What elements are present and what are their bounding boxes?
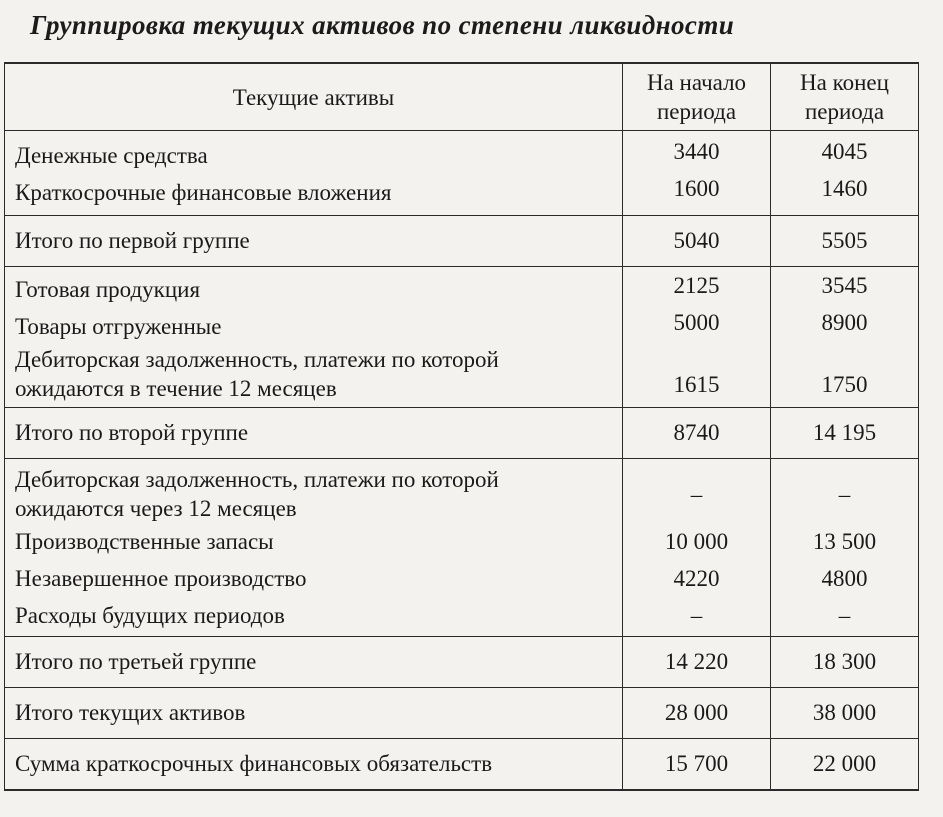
liabilities-start: 15 700 [623,739,771,791]
group-2-end [771,267,919,408]
row-value-start: – [690,603,703,628]
total-assets-name: Итого текущих активов [5,688,623,739]
row-value-start: 4220 [673,566,720,591]
table-row-short-term-liabilities [5,739,919,791]
row-name: Расходы будущих периодов [15,603,285,628]
total-2-end: 14 195 [771,408,919,459]
group-3-end [771,459,919,637]
row-name: Дебиторская задолженность, платежи по которой ожидаются через 12 месяцев [15,467,499,521]
row-value-start: – [690,481,703,507]
table-row-total-1 [5,216,919,267]
total-3-name: Итого по третьей группе [5,637,623,688]
header-period-start: На начало периода [623,63,771,131]
liabilities-end: 22 000 [771,739,919,791]
row-value-end: 3545 [821,273,868,298]
total-assets-end: 38 000 [771,688,919,739]
row-name: Товары отгруженные [15,314,222,339]
group-2-names [5,267,623,408]
table-row-group-3 [5,459,919,637]
row-value-end: – [838,481,851,507]
table-row-group-1 [5,131,919,216]
total-1-end: 5505 [771,216,919,267]
group-1-end [771,131,919,216]
table-title: Группировка текущих активов по степени ликвидности [30,10,735,40]
row-value-end: 4800 [821,566,868,591]
total-1-name: Итого по первой группе [5,216,623,267]
header-row [5,63,919,131]
row-value-end: 1460 [821,176,868,201]
row-value-end: 13 500 [812,529,877,554]
row-value-start: 1600 [673,176,720,201]
row-value-end: 4045 [821,139,868,164]
total-3-start: 14 220 [623,637,771,688]
table-row-group-2 [5,267,919,408]
table-row-total-2 [5,408,919,459]
group-3-names [5,459,623,637]
row-name: Краткосрочные финансовые вложения [15,180,392,205]
row-value-end: – [838,603,851,628]
total-2-name: Итого по второй группе [5,408,623,459]
liquidity-table [4,62,919,791]
row-value-start: 10 000 [664,529,729,554]
table-row-total-3 [5,637,919,688]
group-2-start [623,267,771,408]
liabilities-name: Сумма краткосрочных финансовых обязательств [5,739,623,791]
group-3-start [623,459,771,637]
row-value-start: 5000 [673,310,720,335]
total-3-end: 18 300 [771,637,919,688]
group-1-start [623,131,771,216]
row-value-start: 1615 [673,372,720,397]
total-1-start: 5040 [623,216,771,267]
row-name: Денежные средства [15,143,208,168]
total-assets-start: 28 000 [623,688,771,739]
row-name: Незавершенное производство [15,566,307,591]
header-period-end: На конец периода [771,63,919,131]
row-value-start: 3440 [673,139,720,164]
row-name: Готовая продукция [15,277,201,302]
header-current-assets: Текущие активы [5,63,623,131]
row-name: Дебиторская задолженность, платежи по которой ожидаются в течение 12 месяцев [15,347,499,401]
row-name: Производственные запасы [15,529,274,554]
table-row-total-current-assets [5,688,919,739]
row-value-end: 8900 [821,310,868,335]
row-value-start: 2125 [673,273,720,298]
row-value-end: 1750 [821,372,868,397]
group-1-names [5,131,623,216]
total-2-start: 8740 [623,408,771,459]
